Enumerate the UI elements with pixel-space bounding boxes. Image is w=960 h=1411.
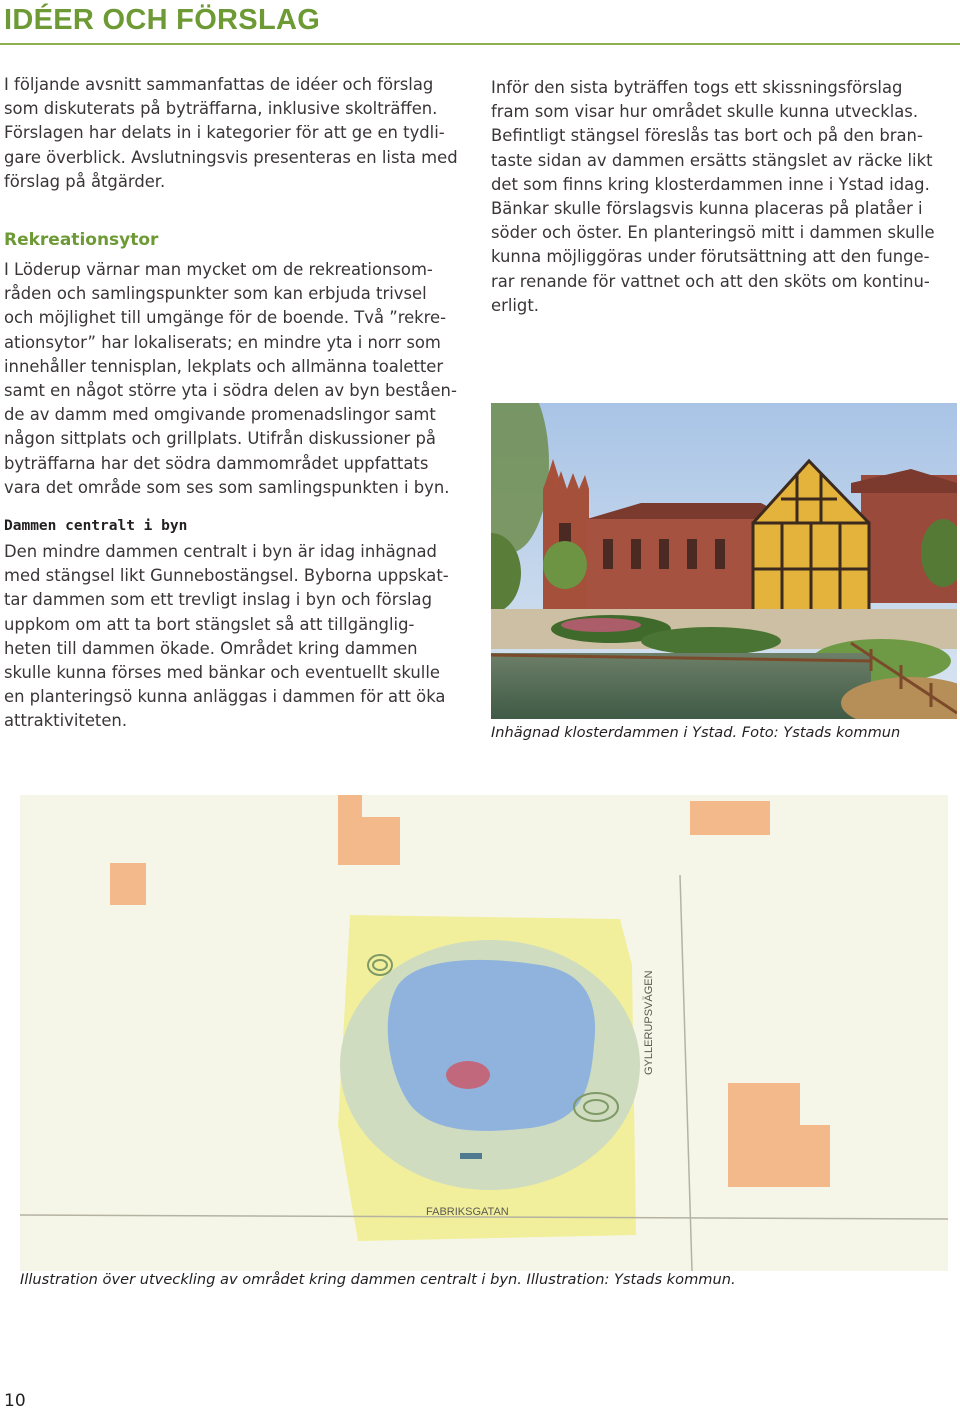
- text-line: vara det område som ses som samlingspunkten i byn.: [4, 477, 450, 497]
- pond: [388, 960, 595, 1131]
- text-line: någon sittplats och grillplats. Utifrån diskussioner på: [4, 429, 436, 449]
- section-heading-pond: Dammen centralt i byn: [4, 518, 188, 534]
- text-line: de av damm med omgivande promenadslingor samt: [4, 405, 436, 425]
- text-line: I Löderup värnar man mycket om de rekreationsom-: [4, 260, 433, 279]
- text-line: Förslagen har delats in i kategorier för att ge en tydli-: [4, 123, 445, 143]
- street-label-bottom: FABRIKSGATAN: [426, 1206, 509, 1218]
- title-divider: [0, 43, 960, 45]
- illustration-caption: Illustration över utveckling av området kring dammen centralt i byn. Illustration: Ystads kommun.: [20, 1271, 736, 1288]
- photo-caption: Inhägnad klosterdammen i Ystad. Foto: Ystads kommun: [491, 724, 901, 741]
- text-line: Den mindre dammen centralt i byn är idag inhägnad: [4, 542, 437, 561]
- text-line: uppkom om att ta bort stängslet så att tillgänglig-: [4, 614, 415, 634]
- text-line: Befintligt stängsel föreslås tas bort och på den bran-: [491, 126, 923, 146]
- text-line: byträffarna har det södra dammområdet uppfattats: [4, 453, 429, 473]
- text-line: förslag på åtgärder.: [4, 171, 166, 191]
- text-line: gare överblick. Avslutningsvis presenteras en lista med: [4, 147, 458, 167]
- text-line: Inför den sista byträffen togs ett skissningsförslag: [491, 78, 903, 97]
- text-line: tar dammen som ett trevligt inslag i byn och förslag: [4, 590, 432, 610]
- text-line: ationsytor” har lokaliserats; en mindre yta i norr som: [4, 332, 441, 352]
- text-line: och möjlighet till umgänge för de boende. Två ”rekre-: [4, 308, 447, 328]
- text-line: råden och samlingspunkter som kan erbjuda trivsel: [4, 284, 427, 304]
- sketch-illustration: [20, 795, 948, 1271]
- photo-scene: [491, 403, 957, 719]
- text-line: med stängsel likt Gunnebostängsel. Byborna uppskat-: [4, 566, 449, 586]
- text-line: taste sidan av dammen ersätts stängslet av räcke likt: [491, 150, 933, 170]
- pond-paragraph: [4, 540, 470, 734]
- text-line: I följande avsnitt sammanfattas de idéer och förslag: [4, 75, 434, 94]
- recreation-paragraph: [4, 258, 470, 500]
- text-line: heten till dammen ökade. Området kring dammen: [4, 638, 418, 658]
- street-label-vertical: GYLLERUPSVÄGEN: [643, 970, 655, 1075]
- text-line: attraktiviteten.: [4, 711, 128, 731]
- section-heading-recreation: Rekreationsytor: [4, 230, 159, 250]
- building: [110, 863, 146, 905]
- page-title: IDÉER OCH FÖRSLAG: [4, 4, 321, 36]
- bench: [460, 1153, 482, 1159]
- text-line: samt en något större yta i södra delen av byn beståen-: [4, 381, 457, 401]
- text-line: innehåller tennisplan, lekplats och allmänna toaletter: [4, 356, 444, 376]
- sketch-proposal-paragraph: [491, 76, 956, 318]
- page-number: 10: [4, 1391, 26, 1411]
- text-line: en planteringsö kunna anläggas i dammen för att öka: [4, 687, 446, 707]
- planting-island: [446, 1061, 490, 1089]
- text-line: söder och öster. En planteringsö mitt i dammen skulle: [491, 223, 935, 243]
- text-line: fram som visar hur området skulle kunna utvecklas.: [491, 102, 919, 122]
- text-line: erligt.: [491, 295, 539, 315]
- building: [690, 801, 770, 835]
- text-line: det som finns kring klosterdammen inne i Ystad idag.: [491, 174, 930, 194]
- text-line: som diskuterats på byträffarna, inklusive skolträffen.: [4, 99, 438, 119]
- text-line: rar renande för vattnet och att den sköts om kontinu-: [491, 271, 930, 291]
- sketch-drawing: [20, 795, 948, 1271]
- text-line: skulle kunna förses med bänkar och eventuellt skulle: [4, 663, 440, 683]
- text-line: Bänkar skulle förslagsvis kunna placeras på platåer i: [491, 199, 923, 219]
- text-line: kunna möjliggöras under förutsättning att den funge-: [491, 247, 930, 267]
- photo-klosterdammen: [491, 403, 957, 719]
- intro-paragraph: [4, 73, 470, 194]
